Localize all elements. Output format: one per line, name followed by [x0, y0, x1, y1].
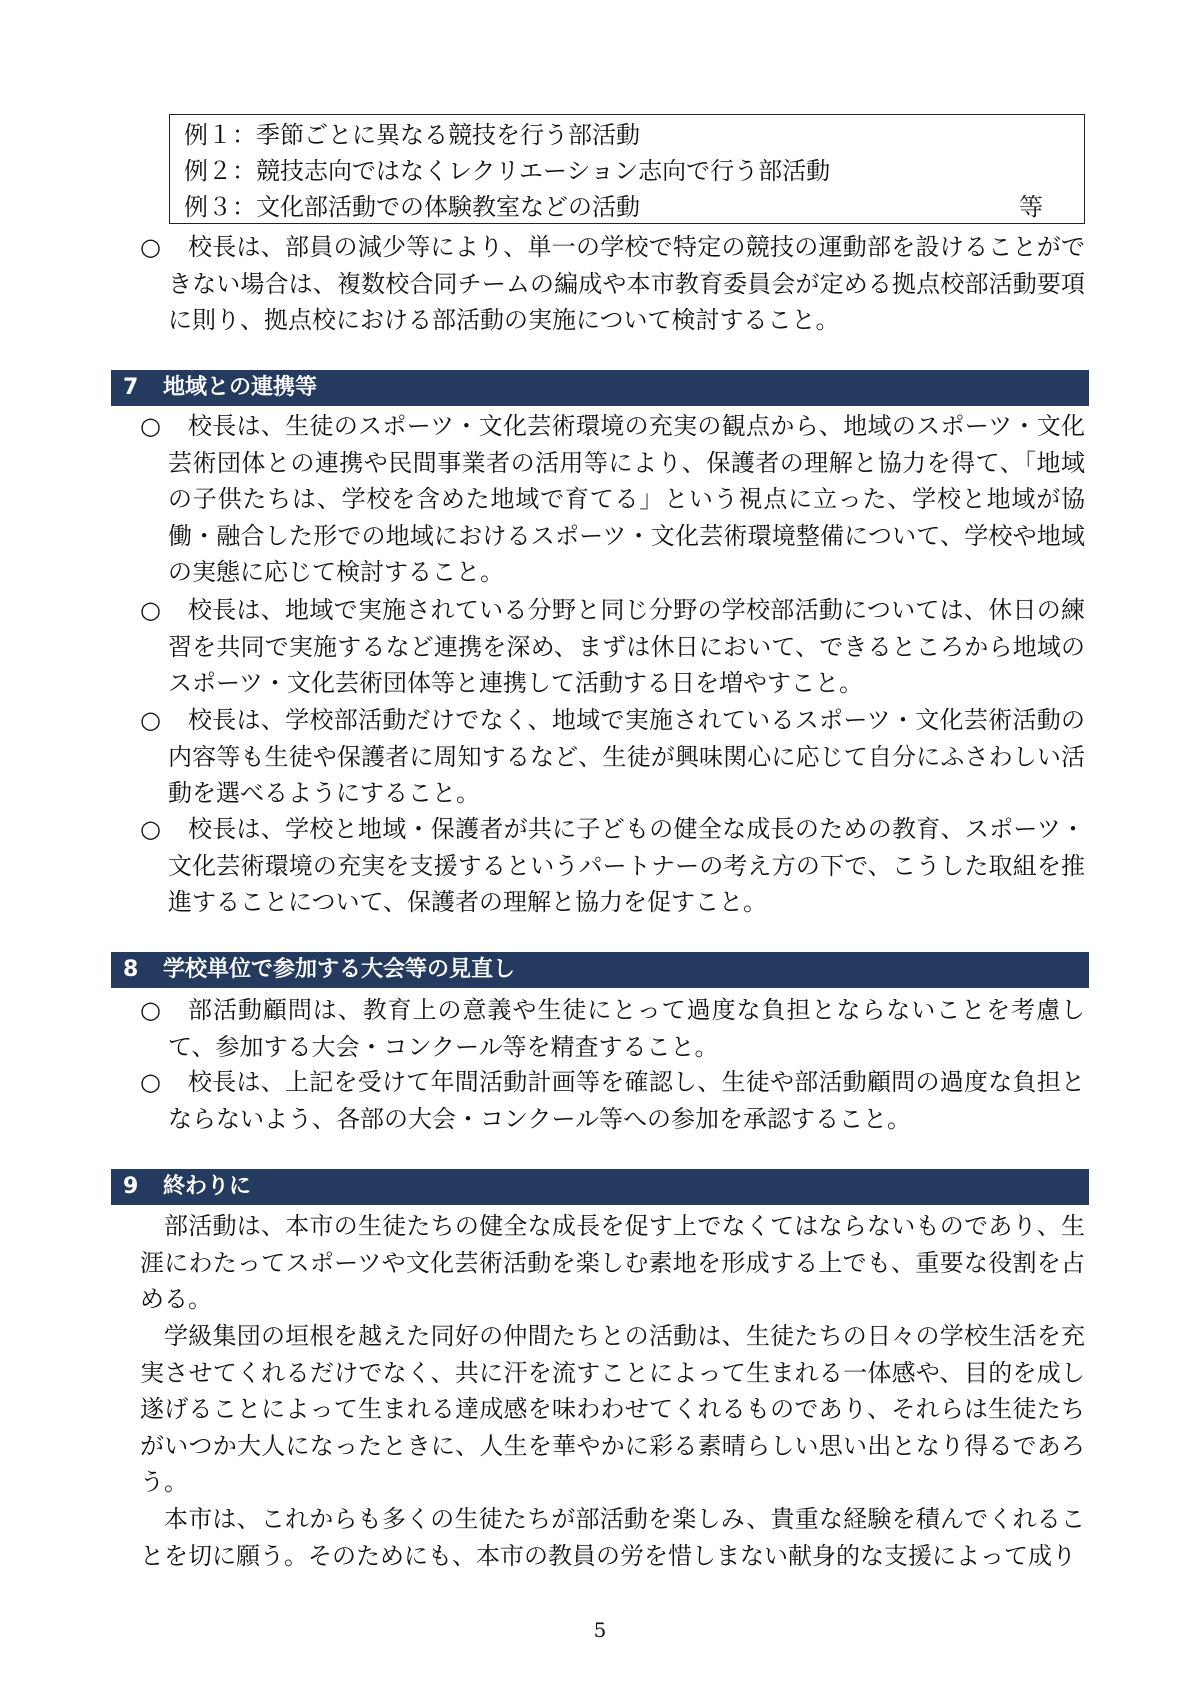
bullet-mark: ○ [140, 412, 161, 440]
section-number: 9 [123, 1174, 139, 1199]
section-8-bullet-2 [140, 1064, 1085, 1137]
bullet-text: 校長は、生徒のスポーツ・文化芸術環境の充実の観点から、地域のスポーツ・文化芸術団体との連携や民間事業者の活用等により、保護者の理解と協力を得て、「地域の子供たちは、学校を含めた地域で育てる」という視点に立った、学校と地域が協働・融合した形での地域におけるスポーツ・文化芸術環境整備について、学校や地域の実態に応じて検討すること。 [168, 412, 1085, 586]
section-8-heading [111, 952, 1089, 988]
bullet-mark: ○ [140, 1068, 161, 1096]
bullet-text: 校長は、地域で実施されている分野と同じ分野の学校部活動については、休日の練習を共同で実施するなど連携を深め、まずは休日において、できるところから地域のスポーツ・文化芸術団体等と連携して活動する日を増やすこと。 [168, 596, 1085, 697]
example-suffix: 等 [1019, 193, 1043, 221]
page-number: 5 [593, 1618, 607, 1642]
examples-box [169, 114, 1085, 224]
bullet-text: 校長は、学校と地域・保護者が共に子どもの健全な成長のための教育、スポーツ・文化芸術環境の充実を支援するというパートナーの考え方の下で、こうした取組を推進することについて、保護者の理解と協力を促すこと。 [168, 815, 1085, 916]
section-7-bullet-3 [140, 702, 1085, 812]
section-title: 学校単位で参加する大会等の見直し [163, 957, 516, 982]
section-7-bullet-2 [140, 592, 1085, 702]
closing-paragraph-3: 本市は、これからも多くの生徒たちが部活動を楽しみ、貴重な経験を積んでくれることを切に願う。そのためにも、本市の教員の労を惜しまない献身的な支援によって成り [140, 1505, 1085, 1570]
bullet-text: 部活動顧問は、教育上の意義や生徒にとって過度な負担とならないことを考慮して、参加する大会・コンクール等を精査すること。 [168, 996, 1085, 1061]
intro-bullet [140, 229, 1085, 339]
section-title: 終わりに [163, 1174, 252, 1199]
example-line-1: 例１：季節ごとに異なる競技を行う部活動 [184, 121, 640, 149]
section-title: 地域との連携等 [163, 375, 318, 400]
bullet-text: 校長は、部員の減少等により、単一の学校で特定の競技の運動部を設けることができない場合は、複数校合同チームの編成や本市教育委員会が定める拠点校部活動要項に則り、拠点校における部活動の実施について検討すること。 [168, 233, 1085, 334]
closing-paragraph-1: 部活動は、本市の生徒たちの健全な成長を促す上でなくてはならないものであり、生涯にわたってスポーツや文化芸術活動を楽しむ素地を形成する上でも、重要な役割を占める。 [140, 1212, 1085, 1313]
closing-paragraph-2: 学級集団の垣根を越えた同好の仲間たちとの活動は、生徒たちの日々の学校生活を充実させてくれるだけでなく、共に汗を流すことによって生まれる一体感や、目的を成し遂げることによって生まれる達成感を味わわせてくれるものであり、それらは生徒たちがいつか大人になったときに、人生を華やかに彩る素晴らしい思い出となり得るであろう。 [140, 1322, 1085, 1496]
section-number: 7 [123, 375, 139, 400]
bullet-text: 校長は、上記を受けて年間活動計画等を確認し、生徒や部活動顧問の過度な負担とならないよう、各部の大会・コンクール等への参加を承認すること。 [168, 1068, 1085, 1133]
example-line-3: 例３：文化部活動での体験教室などの活動 [184, 193, 640, 221]
bullet-mark: ○ [140, 996, 161, 1024]
bullet-text: 校長は、学校部活動だけでなく、地域で実施されているスポーツ・文化芸術活動の内容等も生徒や保護者に周知するなど、生徒が興味関心に応じて自分にふさわしい活動を選べるようにすること。 [168, 706, 1085, 807]
section-9-heading [111, 1169, 1089, 1205]
section-7-bullet-4 [140, 811, 1085, 921]
example-line-2: 例２：競技志向ではなくレクリエーション志向で行う部活動 [184, 157, 831, 185]
bullet-mark: ○ [140, 815, 161, 843]
section-7-heading [111, 370, 1089, 406]
bullet-mark: ○ [140, 596, 161, 624]
bullet-mark: ○ [140, 706, 161, 734]
bullet-mark: ○ [140, 233, 161, 261]
section-number: 8 [123, 957, 139, 982]
section-7-bullet-1 [140, 408, 1085, 591]
section-8-bullet-1 [140, 992, 1085, 1065]
